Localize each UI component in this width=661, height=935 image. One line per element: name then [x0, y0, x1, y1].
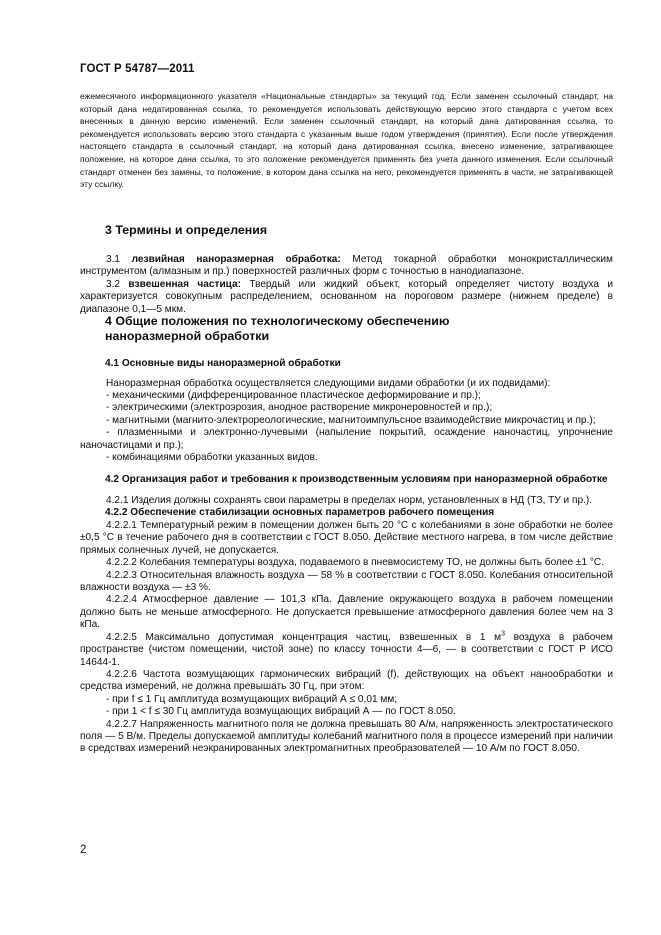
paragraph-4-2-2-6: 4.2.2.6 Частота возмущающих гармонических вибраций (f), действующих на объект нанообработки и средства измерений, не должна превышать 30 Гц, при этом: — [80, 668, 613, 693]
list-item: - плазменными и электронно-лучевыми (напыление покрытий, осаждение наночастиц, упрочнение наночастицами и пр.); — [80, 427, 613, 451]
section-4 — [80, 314, 613, 756]
paragraph-4-2-2-4: 4.2.2.4 Атмосферное давление — 101,3 кПа. Давление окружающего воздуха в рабочем помещении должно быть не меньше атмосферного. Не допускается превышение атмосферного давления более чем на 3 кПа. — [80, 594, 613, 631]
subsection-4-2-2-title: 4.2.2 Обеспечение стабилизации основных параметров рабочего помещения — [105, 507, 495, 519]
intro-paragraph: ежемесячного информационного указателя «Национальные стандарты» за текущий год. Если заменен ссылочный стандарт, на который дана недатированная ссылка, то рекомендуется использовать действующую версию этого стандарта с учетом всех внесенных в данную версию изменений. Если заменен ссылочный стандарт, на который дана датированная ссылка, то рекомендуется использовать версию этого стандарта с указанным выше годом утверждения (принятия). Если после утверждения настоящего стандарта в ссылочный стандарт, на который дана датированная ссылка, внесено изменение, затрагивающее положение, на которое дана ссылка, то это положение рекомендуется применять без учета данного изменения. Если ссылочный стандарт отменен без замены, то положение, в котором дана ссылка на него, рекомендуется применять в части, не затрагивающей эту ссылку. — [80, 91, 613, 190]
term-3-1-term: лезвийная наноразмерная обработка: — [131, 254, 341, 265]
section-3 — [80, 223, 613, 316]
section-3-title: 3 Термины и определения — [105, 223, 268, 237]
list-item: - при f ≤ 1 Гц амплитуда возмущающих вибраций А ≤ 0,01 мм; — [106, 693, 398, 705]
list-item: - магнитными (магнито-электрореологические, магнитоимпульсное взаимодействие микрочастиц и пр.); — [106, 414, 596, 426]
paragraph-4-2-2-1: 4.2.2.1 Температурный режим в помещении должен быть 20 °С с колебаниями в зоне обработки не более ±0,5 °С в течение рабочего дня в соответствии с ГОСТ 8.050. Действие местного нагрева, в том числе действие прямых солнечных лучей, не допускается. — [80, 520, 613, 556]
paragraph-4-2-1: 4.2.1 Изделия должны сохранять свои параметры в пределах норм, установленных в НД (ТЗ, ТУ и пр.). — [106, 495, 593, 507]
term-3-2-number: 3.2 — [106, 278, 121, 290]
paragraph-4-2-2-5 — [80, 632, 613, 669]
paragraph-4-2-2-7: 4.2.2.7 Напряженность магнитного поля не должна превышать 80 А/м, напряженность электростатического поля — 5 В/м. Пределы допускаемой амплитуды колебаний магнитного поля в процессе измерений при наличии в средствах измерений неэкранированных электромагнитных преобразователей — 10 А/м по ГОСТ 8.050. — [80, 718, 613, 755]
term-3-1-definition: Метод токарной обработки монокристаллическим инструментом (алмазным и пр.) поверхностей различных форм с точностью в нанодиапазоне. — [80, 254, 613, 278]
subsection-4-1-intro: Наноразмерная обработка осуществляется следующими видами обработки (и их подвидами): — [106, 377, 551, 389]
term-3-2-definition: Твердый или жидкий объект, который определяет чистоту воздуха и характеризуется совокупным распределением, основанном на пороговом размере (нижнем пределе) в диапазоне 0,1—5 мкм. — [80, 278, 613, 315]
page-header: ГОСТ Р 54787—2011 — [80, 63, 195, 75]
paragraph-4-2-2-2: 4.2.2.2 Колебания температуры воздуха, подаваемого в пневмосистему ТО, не должны быть более ±1 °С. — [106, 557, 604, 569]
section-4-title: 4 Общие положения по технологическому обеспечению наноразмерной обработки — [105, 314, 450, 343]
superscript-3: 3 — [501, 630, 505, 638]
list-item: - электрическими (электроэрозия, анодное растворение микронеровностей и пр.); — [106, 402, 493, 414]
paragraph-4-2-2-3: 4.2.2.3 Относительная влажность воздуха — 58 % в соответствии с ГОСТ 8.050. Колебания относительной влажности воздуха — ±3 %. — [80, 569, 613, 594]
page-content — [80, 90, 613, 755]
term-3-1 — [80, 254, 613, 279]
subsection-4-2-title: 4.2 Организация работ и требования к производственным условиям при наноразмерной обработке — [105, 474, 608, 486]
list-item: - при 1 < f ≤ 30 Гц амплитуда возмущающих вибраций А — по ГОСТ 8.050. — [106, 706, 456, 718]
subsection-4-1-title: 4.1 Основные виды наноразмерной обработки — [105, 358, 341, 369]
page-number: 2 — [80, 844, 87, 856]
paragraph-4-2-2-5-start: 4.2.2.5 Максимально допустимая концентрация частиц, взвешенных в 1 м — [106, 631, 502, 643]
term-3-2-term: взвешенная частица: — [128, 278, 241, 290]
list-item: - механическими (дифференцированное пластическое деформирование и пр.); — [106, 390, 481, 401]
term-3-1-number: 3.1 — [106, 254, 121, 265]
paragraph-4-2-2-5-end: воздуха в рабочем пространстве (чистом помещении, чистой зоне) по классу точности 4—6, — в соответствии с ГОСТ Р ИСО 14644-1. — [80, 631, 613, 668]
list-item: - комбинациями обработки указанных видов. — [106, 452, 318, 464]
term-3-2 — [80, 279, 613, 316]
